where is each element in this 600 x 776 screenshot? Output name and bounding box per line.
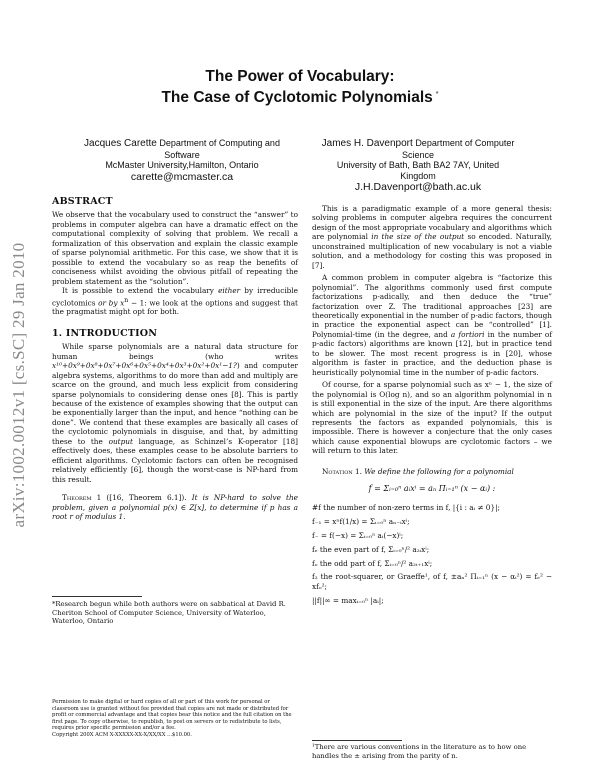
- author-block-2: [318, 138, 518, 194]
- def-item: f₋ = f(−x) = Σᵢ₌₀ⁿ aᵢ(−x)ⁱ;: [312, 530, 404, 540]
- right-paragraph-2: A common problem in computer algebra is “factorize this polynomial”. The algorithms commonly used first compute factorizations p-adically, and then deduce the “true” factorization over Z. The traditional approaches [23] are theoretically exponential in the number of p-adic factors, though in practice the exponential aspect can be “controlled” [1]. Polynomial-time (in the degree, and a fortiori in the number of p-adic factors) algorithms are known [12], but in practice tend to be slower. The most recent progress is in [20], whose algorithm is faster in practice, and the deduction phase is heuristically polynomial time in the number of p-adic factors.: [312, 273, 553, 377]
- author-block-1: [78, 138, 286, 184]
- def-item: #f the number of non-zero terms in f, |{i : aᵢ ≠ 0}|;: [312, 502, 501, 512]
- abstract-paragraph-2: It is possible to extend the vocabulary either by irreducible cyclotomics or by $x^n - 1$: we look at the options and suggest that the pragmatist might opt for both.: [52, 286, 298, 317]
- right-paragraph-3: Of course, for a sparse polynomial such as xⁿ − 1, the size of the polynomial is O(log n), and so an algorithm polynomial in n is still exponential in the size of the input. Are there algorithms which are polynomial in the size of the input? If the output represents the factors as expanded polynomials, this is impossible. There is however a conjecture that the only cases which cause exponential blowups are cyclotomic factors – we will return to this later.: [312, 380, 552, 456]
- footnote-rule-right: [312, 740, 402, 741]
- abstract-paragraph-1: We observe that the vocabulary used to construct the “answer” to problems in computer algebra can have a dramatic effect on the computational complexity of solving that problem. We recall a formalization of this observation and explain the classic example of sparse polynomial arithmetic. For this case, we show that it is possible to extend the vocabulary so as reap the benefits of conciseness whilst avoiding the obvious pitfall of repeating the problem statement as the “solution”.: [52, 210, 298, 286]
- definition-list: [312, 503, 552, 606]
- author-email-2: J.H.Davenport@bath.ac.uk: [354, 181, 482, 194]
- abstract-heading: ABSTRACT: [52, 196, 113, 207]
- right-paragraph-1: This is a paradigmatic example of a more general thesis: solving problems in computer algebra requires the concurrent design of the most appropriate vocabulary and algorithms which are polynomial in the size of the output so encoded. Naturally, unconstrained multiplication of new vocabulary is not a viable solution, and a methodology for costing this was proposed in [7].: [312, 204, 552, 270]
- paper-title: [0, 68, 600, 107]
- author-affil-2: University of Bath, Bath BA2 7AY, United Kingdom: [336, 160, 500, 181]
- arxiv-stamp: arXiv:1002.0012v1 [cs.SC] 29 Jan 2010: [9, 242, 28, 528]
- def-item: fₒ the odd part of f, Σᵢ₌₀ⁿ/² a₂ᵢ₊₁xⁱ;: [312, 558, 433, 568]
- permission-notice: Permission to make digital or hard copies of all or part of this work for personal or classroom use is granted without fee provided that copies are not made or distributed for profit or commercial advantage and that copies bear this notice and the full citation on the first page. To copy otherwise, to republish, to post on servers or to redistribute to lists, requires prior specific permission and/or a fee. Copyright 200X ACM X-XXXXX-XX-X/XX/XX ...$10.00.: [52, 699, 292, 738]
- notation-1: Notation 1. We define the following for a polynomial: [322, 466, 514, 476]
- theorem-1: Theorem 1 ([16, Theorem 6.1]). It is NP-hard to solve the problem, given a polynomial p(x) ∈ Z[x], to determine if p has a root r of modulus 1.: [52, 493, 298, 522]
- notation-equation: f = Σᵢ₌₀ⁿ aᵢxⁱ = aₙ Πᵢ₌₁ⁿ (x − αᵢ) :: [368, 484, 496, 494]
- footnote-1: ¹There are various conventions in the literature as to how one handles the ± arising from the parity of n.: [312, 743, 527, 760]
- def-item: f₋₁ = xⁿf(1/x) = Σᵢ₌₀ⁿ aₙ₋ᵢxⁱ;: [312, 516, 410, 526]
- footnote-rule-left: [52, 596, 142, 597]
- title-line-1: The Power of Vocabulary:: [205, 68, 395, 85]
- intro-paragraph: While sparse polynomials are a natural data structure for human beings (who writes x¹⁰+0x⁹+0x⁸+0x⁷+0x⁶+0x⁵+0x⁴+0x³+0x²+0x¹−1?) and computer algebra systems, algorithms to do more than add and multiply are scarce on the ground, and much less explicit from considering sparse polynomials to considering dense ones [8]. This is partly because of the existence of examples showing that the output can be exponentially larger than the input, and hence “nothing can be done”. We contend that these examples are basically all cases of the cyclotomic polynomials in disguise, and that, by admitting these to the output language, as Schinzel’s K-operator [18] effectively does, these examples cease to be absolute barriers to efficient algorithms. Cyclotomic factors can often be recognised relatively efficiently [6], though the worst-case is NP-hard from this result.: [52, 342, 298, 484]
- copyright-line: Copyright 200X ACM X-XXXXX-XX-X/XX/XX ...$10.00.: [52, 731, 192, 738]
- author-dept-1: Department of Computing and Software: [159, 138, 280, 160]
- def-item: fₑ the even part of f, Σᵢ₌₀ⁿ/² a₂ᵢxⁱ;: [312, 544, 430, 554]
- def-item: f₂ the root-squarer, or Graeffe¹, of f, ±aₙ² Πᵢ₌₁ⁿ (x − αᵢ²) = fₑ² − xfₒ²;: [312, 572, 552, 591]
- left-column: [52, 197, 298, 521]
- intro-heading: 1. INTRODUCTION: [52, 327, 158, 339]
- title-line-2: The Case of Cyclotomic Polynomials *: [161, 89, 439, 107]
- author-name-2: James H. Davenport: [321, 138, 413, 149]
- author-email-1: carette@mcmaster.ca: [130, 170, 234, 183]
- def-item: ||f||∞ = maxᵢ₌₀ⁿ |aᵢ|;: [312, 595, 384, 605]
- author-affil-1: McMaster University,Hamilton, Ontario: [105, 160, 259, 171]
- right-column: [312, 204, 552, 610]
- footnote-star: *Research begun while both authors were on sabbatical at David R. Cheriton School of Computer Science, University of Waterloo, Waterloo, Ontario: [52, 600, 286, 626]
- author-name-1: Jacques Carette: [84, 138, 157, 149]
- author-dept-2: Department of Computer Science: [401, 138, 515, 160]
